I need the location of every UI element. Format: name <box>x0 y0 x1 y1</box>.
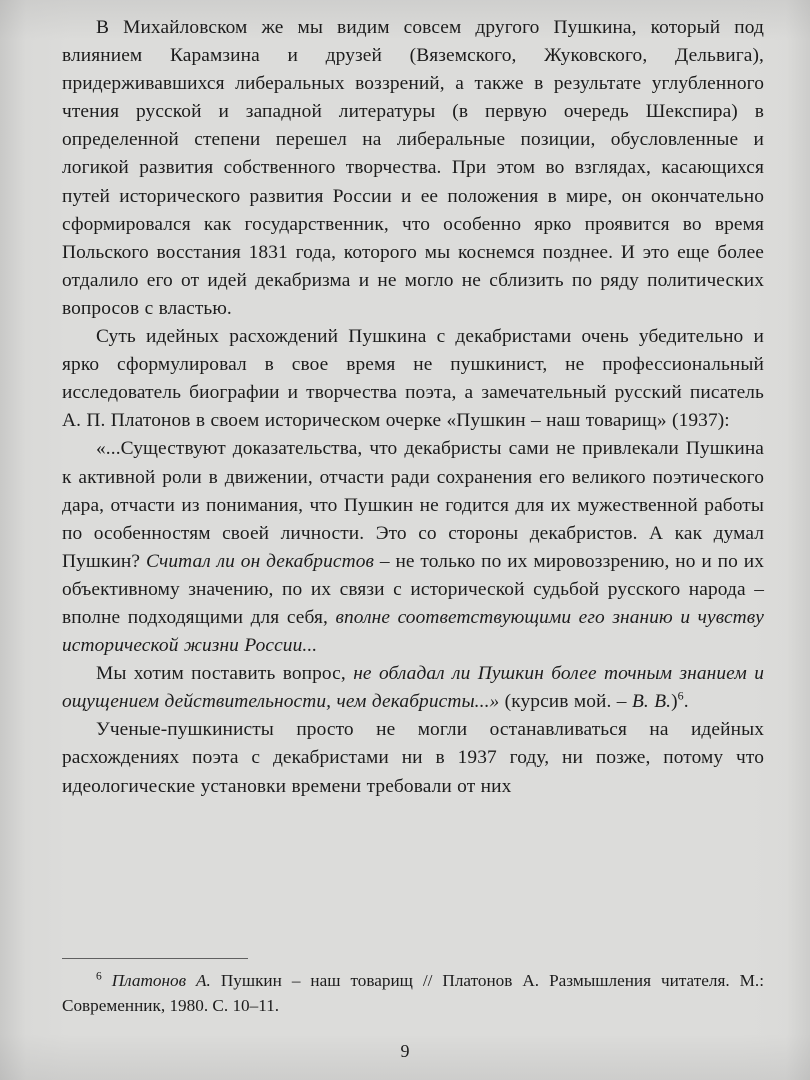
footnote-body: Пушкин – наш товарищ // Платонов А. Размышления читателя. М.: Современник, 1980. С. 10–11. <box>62 971 765 1015</box>
author-initials: В. В. <box>631 691 672 713</box>
footnote-number: 6 <box>96 970 102 983</box>
quote2-segment-plain-4: . <box>683 691 689 713</box>
footnote-reference-marker: 6 <box>677 688 684 703</box>
quote-segment-italic-1: Считал ли он декабристов <box>145 550 375 572</box>
footnote-author: Платонов А. <box>111 971 211 990</box>
page-number: 9 <box>400 1041 410 1061</box>
page-body <box>62 14 764 801</box>
quote2-segment-plain-3: ) <box>671 691 678 713</box>
quote-segment-plain-2: – не только по их мировоззрению, но и по их объективному значению, по их связи с исторической судьбой русского народа – вполне подходящими для себя, <box>62 550 764 628</box>
quote-segment-italic-2: вполне соответствующими его знанию и чувству исторической жизни России... <box>62 606 764 657</box>
paragraph-5: Ученые-пушкинисты просто не могли останавливаться на идейных расхождениях поэта с декабристами ни в 1937 году, ни позже, потому что идеологические установки времени требовали от них <box>62 719 764 797</box>
quote2-segment-plain-2: (курсив мой. – <box>499 691 632 713</box>
quote2-segment-plain-1: Мы хотим поставить вопрос, <box>96 663 354 685</box>
paragraph-4 <box>62 660 764 716</box>
quote2-segment-italic-1: не обладал ли Пушкин более точным знанием и ощущением действительности, чем декабристы...» <box>62 663 765 713</box>
paragraph-1: В Михайловском же мы видим совсем другого Пушкина, который под влиянием Карамзина и друзей (Вяземского, Жуковского, Дельвига), придерживавшихся либеральных воззрений, а также в результате углубленного чтения русской и западной литературы (в первую очередь Шекспира) в определенной степени перешел на либеральные позиции, обусловленные и логикой развития собственного творчества. При этом во взглядах, касающихся путей исторического развития России и ее положения в мире, он окончательно сформировался как государственник, что особенно ярко проявится во время Польского восстания 1831 года, которого мы коснемся позднее. И это еще более отдалило его от идей декабризма и не могло не сблизить по ряду политических вопросов с властью. <box>62 17 764 319</box>
footnote-text <box>62 968 764 1018</box>
footnote-separator-rule <box>62 958 248 959</box>
paragraph-3 <box>62 435 764 660</box>
paragraph-2: Суть идейных расхождений Пушкина с декабристами очень убедительно и ярко сформулировал в свое время не пушкинист, не профессиональный исследователь биографии и творчества поэта, а замечательный русский писатель А. П. Платонов в своем историческом очерке «Пушкин – наш товарищ» (1937): <box>62 326 764 432</box>
footnote-area <box>62 958 764 1018</box>
quote-segment-plain-1: «...Существуют доказательства, что декабристы сами не привлекали Пушкина к активной роли в движении, отчасти ради сохранения его великого поэтического дара, отчасти из понимания, что Пушкин не годится для их мужественной работы по особенностям своей личности. Это со стороны декабристов. А как думал Пушкин? <box>62 438 764 572</box>
